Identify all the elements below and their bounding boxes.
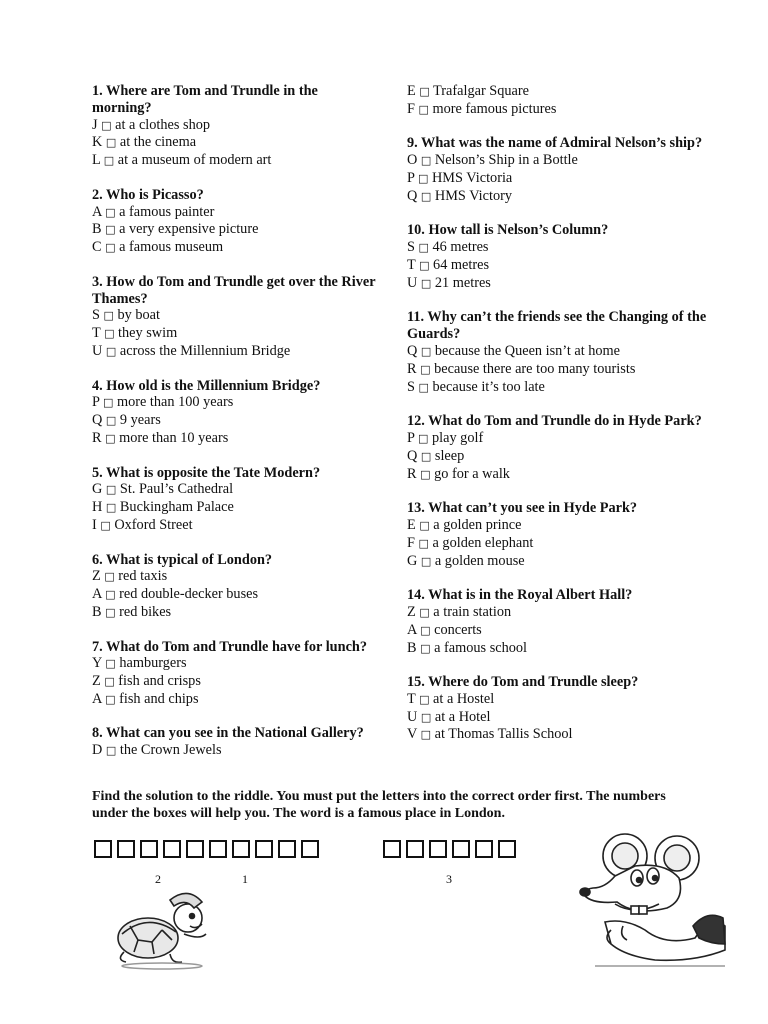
answer-boxes-word-1 <box>94 840 319 858</box>
question-title: 7. What do Tom and Trundle have for lunch? <box>92 638 368 655</box>
question-title: 8. What can you see in the National Gallery? <box>92 725 364 742</box>
question-5 <box>92 465 377 535</box>
question-2 <box>92 187 377 257</box>
question-title: 15. Where do Tom and Trundle sleep? <box>407 674 639 691</box>
question-title: 12. What do Tom and Trundle do in Hyde Park? <box>407 413 702 430</box>
checkbox-icon[interactable]: □ <box>104 327 115 341</box>
question-6 <box>92 552 377 622</box>
answer-option[interactable]: B □ a very expensive picture <box>92 221 259 238</box>
answer-option[interactable]: T □ at a Hostel <box>407 690 495 707</box>
checkbox-icon[interactable]: □ <box>101 118 112 132</box>
checkbox-icon[interactable]: □ <box>104 675 115 689</box>
answer-boxes-word-2 <box>383 840 516 858</box>
checkbox-icon[interactable]: □ <box>420 554 432 568</box>
answer-option[interactable]: S □ because it’s too late <box>407 378 545 395</box>
question-title: 5. What is opposite the Tate Modern? <box>92 464 321 481</box>
question-title: 9. What was the name of Admiral Nelson’s ship? <box>407 135 703 152</box>
answer-option[interactable]: P □ play golf <box>407 429 484 446</box>
answer-option[interactable]: C □ a famous museum <box>92 239 224 256</box>
answer-option[interactable]: A □ concerts <box>407 621 482 638</box>
answer-option[interactable]: S □ by boat <box>92 307 161 324</box>
checkbox-icon[interactable]: □ <box>418 380 429 394</box>
letter-box[interactable] <box>255 840 273 858</box>
answer-option[interactable]: R □ because there are too many tourists <box>407 360 636 377</box>
checkbox-icon[interactable]: □ <box>418 536 429 550</box>
question-10 <box>407 222 707 292</box>
letter-box[interactable] <box>429 840 447 858</box>
checkbox-icon[interactable]: □ <box>100 518 111 532</box>
answer-option[interactable]: G □ St. Paul’s Cathedral <box>92 481 234 498</box>
answer-option[interactable]: T □ 64 metres <box>407 256 490 273</box>
checkbox-icon[interactable]: □ <box>420 623 431 637</box>
letter-box[interactable] <box>383 840 401 858</box>
checkbox-icon[interactable]: □ <box>420 362 431 376</box>
checkbox-icon[interactable]: □ <box>420 154 432 168</box>
answer-option[interactable]: A □ a famous painter <box>92 203 215 220</box>
checkbox-icon[interactable]: □ <box>420 344 432 358</box>
checkbox-icon[interactable]: □ <box>105 205 116 219</box>
checkbox-icon[interactable]: □ <box>105 692 116 706</box>
checkbox-icon[interactable]: □ <box>105 657 116 671</box>
answer-option[interactable]: Q □ sleep <box>407 447 465 464</box>
checkbox-icon[interactable]: □ <box>420 467 431 481</box>
answer-option[interactable]: U □ 21 metres <box>407 274 491 291</box>
checkbox-icon[interactable]: □ <box>105 414 117 428</box>
checkbox-icon[interactable]: □ <box>420 276 432 290</box>
letter-box[interactable] <box>498 840 516 858</box>
answer-option[interactable]: P □ HMS Victoria <box>407 169 513 186</box>
letter-box[interactable] <box>94 840 112 858</box>
turtle-illustration <box>110 882 220 972</box>
checkbox-icon[interactable]: □ <box>420 641 431 655</box>
checkbox-icon[interactable]: □ <box>103 396 114 410</box>
left-column <box>92 83 377 777</box>
letter-box[interactable] <box>209 840 227 858</box>
answer-option[interactable]: Q □ HMS Victory <box>407 187 513 204</box>
question-title: 6. What is typical of London? <box>92 551 273 568</box>
question-7 <box>92 639 377 709</box>
answer-option[interactable]: A □ red double-decker buses <box>92 586 259 603</box>
letter-box[interactable] <box>186 840 204 858</box>
checkbox-icon[interactable]: □ <box>420 189 432 203</box>
checkbox-icon[interactable]: □ <box>103 309 114 323</box>
answer-option[interactable]: U □ across the Millennium Bridge <box>92 342 291 359</box>
checkbox-icon[interactable]: □ <box>105 344 117 358</box>
letter-box[interactable] <box>232 840 250 858</box>
answer-option[interactable]: D □ the Crown Jewels <box>92 742 222 759</box>
answer-option[interactable]: B □ a famous school <box>407 639 528 656</box>
question-title: 2. Who is Picasso? <box>92 186 204 203</box>
letter-box[interactable] <box>406 840 424 858</box>
checkbox-icon[interactable]: □ <box>420 449 432 463</box>
answer-option[interactable]: T □ they swim <box>92 325 178 342</box>
answer-option[interactable]: R □ go for a walk <box>407 465 510 482</box>
answer-option[interactable]: P □ more than 100 years <box>92 394 234 411</box>
box-hint-number: 3 <box>446 872 452 886</box>
question-1 <box>92 83 377 170</box>
question-8-continued <box>407 83 707 119</box>
question-title: 4. How old is the Millennium Bridge? <box>92 377 321 394</box>
answer-option[interactable]: Z □ fish and crisps <box>92 673 201 690</box>
answer-option[interactable]: Q □ 9 years <box>92 412 161 429</box>
checkbox-icon[interactable]: □ <box>419 85 430 98</box>
letter-box[interactable] <box>452 840 470 858</box>
checkbox-icon[interactable]: □ <box>105 136 117 150</box>
answer-option[interactable]: Y □ hamburgers <box>92 655 187 672</box>
answer-option[interactable]: S □ 46 metres <box>407 239 489 256</box>
checkbox-icon[interactable]: □ <box>418 241 429 255</box>
question-title: 10. How tall is Nelson’s Column? <box>407 222 609 239</box>
answer-option[interactable]: G □ a golden mouse <box>407 552 525 569</box>
question-12 <box>407 413 707 483</box>
question-13 <box>407 500 707 570</box>
answer-option[interactable]: R □ more than 10 years <box>92 429 229 446</box>
checkbox-icon[interactable]: □ <box>105 223 116 237</box>
question-15 <box>407 674 707 744</box>
checkbox-icon[interactable]: □ <box>105 605 116 619</box>
answer-option[interactable]: E □ Trafalgar Square <box>407 83 529 99</box>
checkbox-icon[interactable]: □ <box>419 518 430 532</box>
answer-option[interactable]: F □ a golden elephant <box>407 534 534 551</box>
question-14 <box>407 587 707 657</box>
checkbox-icon[interactable]: □ <box>103 154 115 168</box>
answer-option[interactable]: L □ at a museum of modern art <box>92 152 272 169</box>
answer-option[interactable]: V □ at Thomas Tallis School <box>407 726 573 743</box>
answer-option[interactable]: E □ a golden prince <box>407 516 522 533</box>
answer-option[interactable]: J □ at a clothes shop <box>92 116 211 133</box>
checkbox-icon[interactable]: □ <box>104 570 115 584</box>
letter-box[interactable] <box>163 840 181 858</box>
checkbox-icon[interactable]: □ <box>420 710 432 724</box>
question-3 <box>92 274 377 361</box>
checkbox-icon[interactable]: □ <box>105 588 116 602</box>
letter-box[interactable] <box>140 840 158 858</box>
box-hint-number: 1 <box>242 872 248 886</box>
checkbox-icon[interactable]: □ <box>419 605 430 619</box>
checkbox-icon[interactable]: □ <box>105 501 117 515</box>
question-title: 11. Why can’t the friends see the Changing of the Guards? <box>407 309 707 343</box>
checkbox-icon[interactable]: □ <box>420 728 432 742</box>
answer-option[interactable]: H □ Buckingham Palace <box>92 499 234 516</box>
question-title: 3. How do Tom and Trundle get over the River Thames? <box>92 273 376 307</box>
answer-option[interactable]: Z □ a train station <box>407 603 512 620</box>
checkbox-icon[interactable]: □ <box>105 431 116 445</box>
right-column <box>407 83 707 761</box>
checkbox-icon[interactable]: □ <box>418 102 429 116</box>
answer-option[interactable]: Z □ red taxis <box>92 568 168 585</box>
answer-option[interactable]: U □ at a Hotel <box>407 708 491 725</box>
letter-box[interactable] <box>117 840 135 858</box>
question-title: 14. What is in the Royal Albert Hall? <box>407 587 633 604</box>
letter-box[interactable] <box>475 840 493 858</box>
question-9 <box>407 135 707 205</box>
answer-option[interactable]: A □ fish and chips <box>92 690 199 707</box>
checkbox-icon[interactable]: □ <box>105 744 117 758</box>
mouse-illustration <box>575 826 735 976</box>
checkbox-icon[interactable]: □ <box>419 258 430 272</box>
answer-option[interactable]: B □ red bikes <box>92 603 172 620</box>
answer-option[interactable]: F □ more famous pictures <box>407 100 557 117</box>
box-hint-number: 2 <box>155 872 161 886</box>
question-11 <box>407 309 707 396</box>
question-8 <box>92 725 377 760</box>
answer-option[interactable]: K □ at the cinema <box>92 134 197 151</box>
checkbox-icon[interactable]: □ <box>105 483 117 497</box>
checkbox-icon[interactable]: □ <box>419 692 430 706</box>
question-title: 13. What can’t you see in Hyde Park? <box>407 500 638 517</box>
answer-option[interactable]: I □ Oxford Street <box>92 516 193 533</box>
riddle-instructions: Find the solution to the riddle. You must put the letters into the correct order first. The numbers under the boxes will help you. The word is a famous place in London. <box>92 789 666 821</box>
answer-option[interactable]: O □ Nelson’s Ship in a Bottle <box>407 152 578 169</box>
answer-option[interactable]: Q □ because the Queen isn’t at home <box>407 342 621 359</box>
checkbox-icon[interactable]: □ <box>105 241 116 255</box>
checkbox-icon[interactable]: □ <box>418 431 429 445</box>
letter-box[interactable] <box>278 840 296 858</box>
question-4 <box>92 378 377 448</box>
letter-box[interactable] <box>301 840 319 858</box>
question-title: 1. Where are Tom and Trundle in the morning? <box>92 83 318 116</box>
checkbox-icon[interactable]: □ <box>418 171 429 185</box>
